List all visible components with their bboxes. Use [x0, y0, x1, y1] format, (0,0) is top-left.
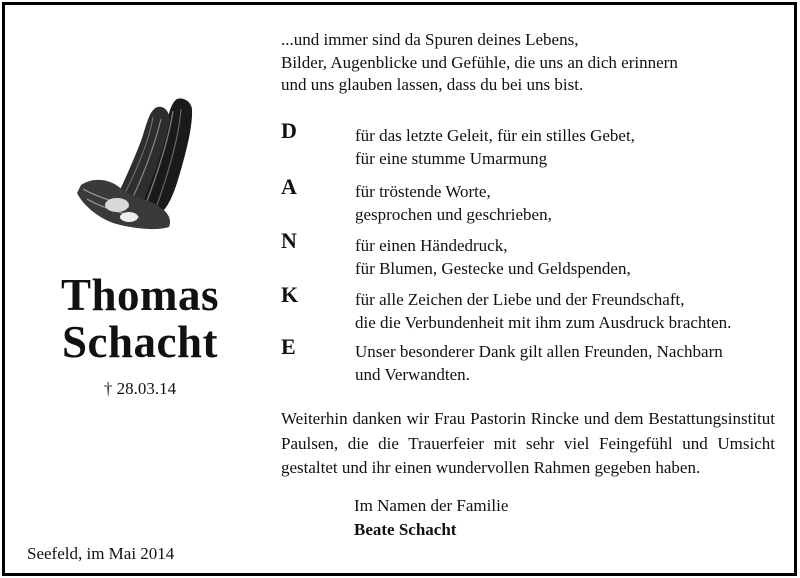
- danke-line: und Verwandten.: [355, 365, 470, 384]
- danke-text: [355, 288, 731, 334]
- danke-text: [355, 234, 631, 280]
- danke-text: [355, 124, 635, 170]
- danke-line: für eine stumme Umarmung: [355, 149, 548, 168]
- place-and-date: Seefeld, im Mai 2014: [27, 544, 175, 563]
- signoff-line: Im Namen der Familie: [354, 496, 509, 515]
- danke-line: für einen Händedruck,: [355, 236, 508, 255]
- signoff-name: Beate Schacht: [354, 520, 457, 539]
- danke-line: gesprochen und geschrieben,: [355, 205, 552, 224]
- additional-thanks: [281, 407, 775, 481]
- intro-verse: [281, 29, 781, 97]
- thanks-line: gestaltet und ihr einen wundervollen Rahmen gegeben haben.: [281, 458, 701, 477]
- signoff: [354, 494, 508, 542]
- danke-line: für tröstende Worte,: [355, 182, 491, 201]
- death-date: † 28.03.14: [103, 379, 177, 398]
- danke-line: die die Verbundenheit mit ihm zum Ausdruck brachten.: [355, 313, 732, 332]
- danke-line: für alle Zeichen der Liebe und der Freundschaft,: [355, 290, 685, 309]
- intro-line: und uns glauben lassen, dass du bei uns bist.: [281, 75, 584, 94]
- deceased-first-name: Thomas: [60, 270, 220, 320]
- intro-line: ...und immer sind da Spuren deines Lebens,: [281, 30, 579, 49]
- danke-line: Unser besonderer Dank gilt allen Freunden, Nachbarn: [355, 342, 723, 361]
- thanks-line: Paulsen, die die Trauerfeier mit sehr viel Feingefühl und Umsicht: [281, 433, 775, 453]
- thanks-line: Weiterhin danken wir Frau Pastorin Rincke und dem Bestattungsinstitut: [281, 409, 775, 428]
- deceased-last-name: Schacht: [61, 317, 218, 367]
- danke-text: [355, 180, 552, 226]
- obituary-card: [2, 2, 797, 576]
- danke-letter: E: [281, 334, 296, 359]
- danke-letter: N: [281, 228, 297, 253]
- danke-text: [355, 340, 723, 386]
- danke-letter: A: [281, 174, 297, 199]
- danke-letter: K: [281, 282, 299, 307]
- praying-hands-icon: [73, 97, 197, 231]
- danke-line: für Blumen, Gestecke und Geldspenden,: [355, 259, 631, 278]
- danke-letter: D: [281, 118, 297, 143]
- intro-line: Bilder, Augenblicke und Gefühle, die uns an dich erinnern: [281, 52, 678, 72]
- danke-line: für das letzte Geleit, für ein stilles Gebet,: [355, 126, 635, 145]
